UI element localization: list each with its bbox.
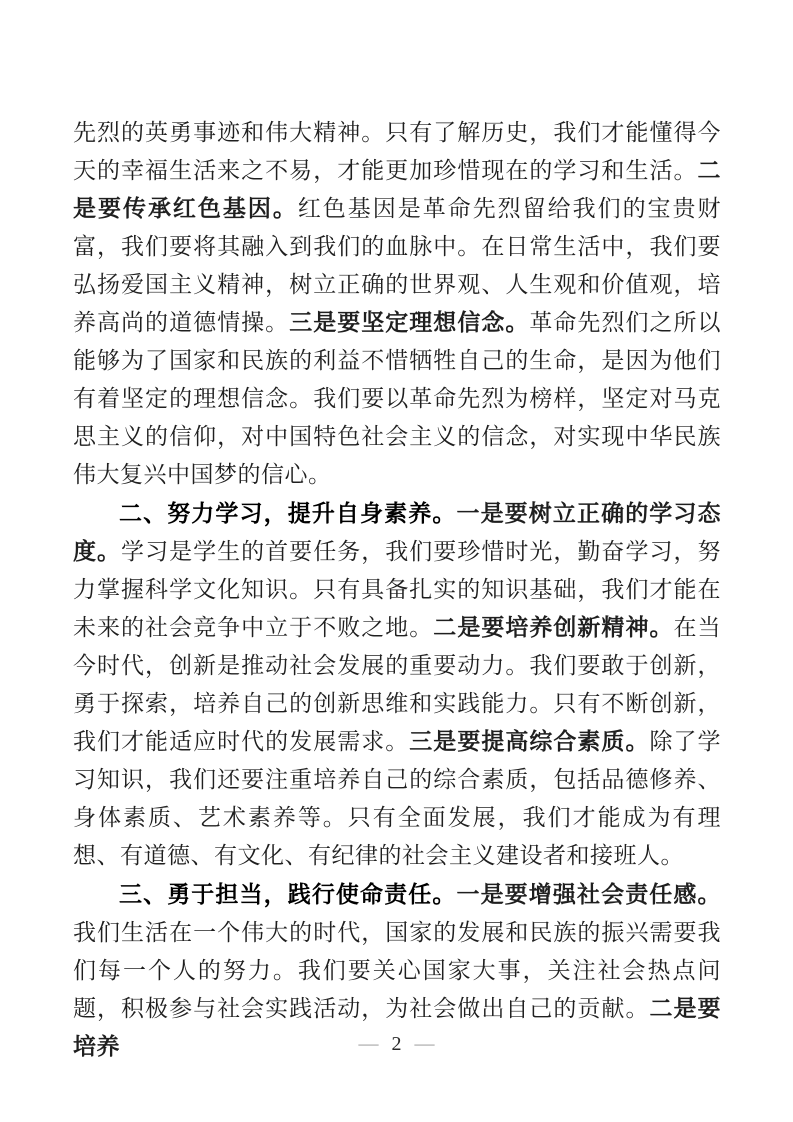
key-phrase-text: 一是要增强社会责任感。	[456, 882, 722, 907]
body-text: 革命先烈们之所以能够为了国家和民族的利益不惜牺牲自己的生命，是因为他们有着坚定的理想信念。我们要以革命先烈为榜样，坚定对马克思主义的信仰，对中国特色社会主义的信念，对实现中华民族伟大复兴中国梦的信心。	[73, 310, 722, 487]
paragraph-1	[73, 114, 721, 494]
body-text: 学习是学生的首要任务，我们要珍惜时光，勤奋学习，努力掌握科学文化知识。只有具备扎实的知识基础，我们才能在未来的社会竞争中立于不败之地。	[73, 539, 722, 640]
key-phrase-text: 二是要培养	[73, 996, 722, 1059]
body-text: 在当今时代，创新是推动社会发展的重要动力。我们要敢于创新，勇于探索，培养自己的创新思维和实践能力。只有不断创新，我们才能适应时代的发展需求。	[73, 615, 722, 754]
key-phrase-text: 一是要树立正确的学习态度。	[73, 501, 722, 564]
body-text: 除了学习知识，我们还要注重培养自己的综合素质，包括品德修养、身体素质、艺术素养等。只有全面发展，我们才能成为有理想、有道德、有文化、有纪律的社会主义建设者和接班人。	[73, 729, 722, 868]
paragraph-2	[73, 494, 721, 875]
body-text: 红色基因是革命先烈留给我们的宝贵财富，我们要将其融入到我们的血脉中。在日常生活中，我们要弘扬爱国主义精神，树立正确的世界观、人生观和价值观，培养高尚的道德情操。	[73, 196, 722, 335]
page-footer	[0, 1031, 793, 1057]
footer-dash-left: —	[358, 1034, 379, 1054]
key-phrase-text: 二是要培养创新精神。	[433, 615, 674, 640]
body-text: 先烈的英勇事迹和伟大精神。只有了解历史，我们才能懂得今天的幸福生活来之不易，才能更加珍惜现在的学习和生活。	[73, 120, 721, 183]
page-number: 2	[391, 1033, 402, 1055]
key-phrase-text: 三是要提高综合素质。	[409, 729, 650, 754]
footer-dash-right: —	[414, 1034, 435, 1054]
document-body	[73, 114, 721, 1066]
body-text: 我们生活在一个伟大的时代，国家的发展和民族的振兴需要我们每一个人的努力。我们要关心国家大事，关注社会热点问题，积极参与社会实践活动，为社会做出自己的贡献。	[73, 920, 721, 1021]
key-phrase-text: 三是要坚定理想信念。	[289, 310, 530, 335]
section-heading: 二、努力学习，提升自身素养。	[119, 500, 457, 526]
section-heading: 三、勇于担当，践行使命责任。	[119, 881, 457, 907]
key-phrase-text: 二是要传承红色基因。	[73, 158, 721, 221]
